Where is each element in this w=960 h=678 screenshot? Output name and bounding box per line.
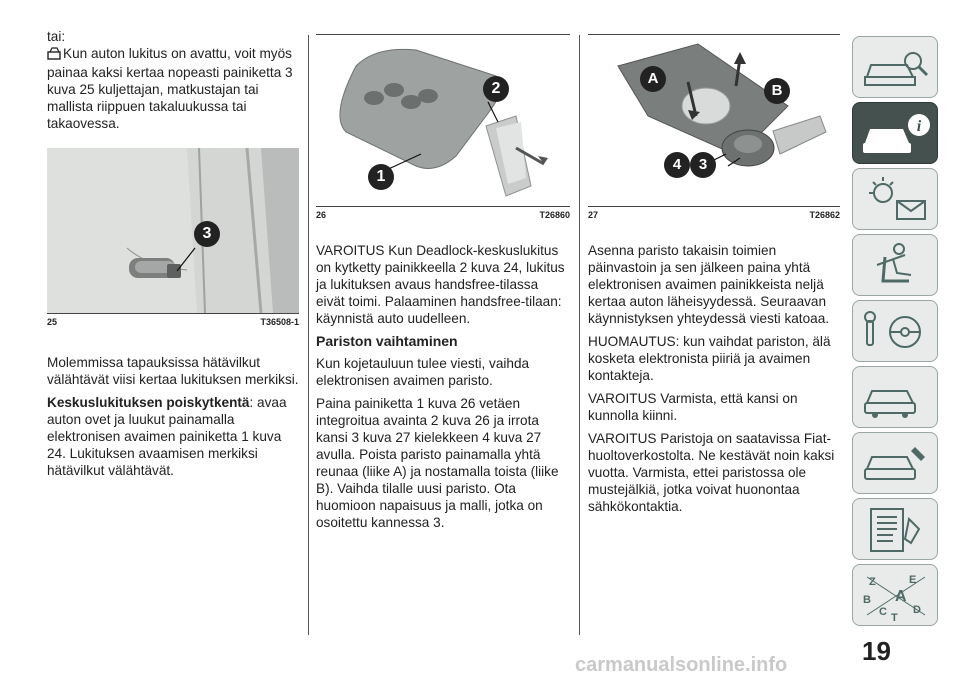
column-divider-2 bbox=[579, 35, 580, 635]
index-letter-e: E bbox=[909, 574, 917, 586]
index-letter-t: T bbox=[891, 612, 898, 624]
figure-25-code: T36508-1 bbox=[260, 317, 299, 327]
tab-warning-lights[interactable] bbox=[852, 168, 938, 230]
callout-3-fig25: 3 bbox=[194, 221, 220, 247]
tab-starting-driving[interactable] bbox=[852, 300, 938, 362]
index-letter-c: C bbox=[879, 606, 887, 618]
column-3 bbox=[588, 242, 840, 521]
callout-4-fig27: 4 bbox=[664, 152, 690, 178]
warning-batteries: VAROITUS Paristoja on saatavissa Fiat-huoltoverkostolta. Ne kestävät noin kaksi vuotta. Varmista, ettei paristossa ole mustejälkiä, jotka voivat huonontaa sähkökontaktia. bbox=[588, 431, 835, 514]
paragraph-battery-steps: Paina painiketta 1 kuva 26 vetäen integroitua avainta 2 kuva 26 ja irrota kansi 3 kuva 27 kielekkeen 4 kuva 27 avulla. Poista paristo painamalla yhtä reunaa (liike A) ja nostamalla toista (liike B). Vaihda tilalle uusi paristo. Ota huomioon napaisuus ja malli, jotka on osoitettu kannessa 3. bbox=[316, 396, 559, 530]
car-info-icon bbox=[853, 103, 939, 165]
top-rule-col2 bbox=[316, 34, 570, 35]
note-do-not-touch: HUOMAUTUS: kun vaihdat pariston, älä kosketa elektronista piiriä ja avaimen kontakteja. bbox=[588, 334, 831, 383]
figure-26-code: T26860 bbox=[539, 210, 570, 220]
car-search-icon bbox=[853, 37, 939, 99]
figure-26-key-fob bbox=[316, 36, 570, 206]
index-letter-b: B bbox=[863, 594, 871, 606]
paragraph-hazard-lights: Molemmissa tapauksissa hätävilkut välähtävät viisi kertaa lukituksen merkiksi. bbox=[47, 355, 299, 387]
figure-25-door-handle bbox=[47, 148, 299, 313]
figure-27-number: 27 bbox=[588, 210, 599, 220]
figure-26-caption bbox=[316, 206, 570, 223]
index-letter-z: Z bbox=[869, 576, 876, 588]
central-lock-off-heading: Keskuslukituksen poiskytkentä bbox=[47, 395, 250, 410]
tab-technical-data[interactable] bbox=[852, 498, 938, 560]
callout-b-fig27: B bbox=[764, 78, 790, 104]
paragraph-central-lock-off bbox=[47, 394, 299, 479]
column-1-lower bbox=[47, 354, 299, 485]
index-letter-d: D bbox=[913, 604, 921, 616]
tab-getting-to-know[interactable] bbox=[852, 102, 938, 164]
paragraph-double-press bbox=[47, 45, 299, 132]
figure-27-code: T26862 bbox=[809, 210, 840, 220]
figure-25-number: 25 bbox=[47, 317, 58, 327]
callout-2-fig26: 2 bbox=[483, 76, 509, 102]
car-wrench-icon bbox=[853, 433, 939, 495]
callout-3-fig27: 3 bbox=[690, 152, 716, 178]
light-message-icon bbox=[853, 169, 939, 231]
figure-27-caption bbox=[588, 206, 840, 223]
figure-26-number: 26 bbox=[316, 210, 327, 220]
warning-cover: VAROITUS Varmista, että kansi on kunnolla kiinni. bbox=[588, 391, 798, 423]
tab-maintenance[interactable] bbox=[852, 432, 938, 494]
heading-battery-replacement: Pariston vaihtaminen bbox=[316, 333, 458, 349]
airbag-seat-icon bbox=[853, 235, 939, 297]
tab-emergency[interactable] bbox=[852, 366, 938, 428]
figure-27-battery bbox=[588, 36, 840, 206]
tab-vehicle-overview[interactable] bbox=[852, 36, 938, 98]
tab-alphabetical-index[interactable] bbox=[852, 564, 938, 626]
callout-1-fig26: 1 bbox=[368, 164, 394, 190]
paragraph-dashboard-message: Kun kojetauluun tulee viesti, vaihda elektronisen avaimen paristo. bbox=[316, 356, 530, 388]
callout-a-fig27: A bbox=[640, 66, 666, 92]
tab-safety[interactable] bbox=[852, 234, 938, 296]
key-steering-wheel-icon bbox=[853, 301, 939, 363]
double-press-text: Kun auton lukitus on avattu, voit myös painaa kaksi kertaa nopeasti painiketta 3 kuva 25 kuljettajan, matkustajan tai mallista riippuen takaluukussa tai takaovessa. bbox=[47, 46, 293, 131]
warning-deadlock: VAROITUS Kun Deadlock-keskuslukitus on kytketty painikkeella 2 kuva 24, lukitus ja lukituksen avaus handsfree-tilassa eivät toimi. Palaaminen handsfree-tilaan: käynnistä auto uudelleen. bbox=[316, 243, 565, 326]
paragraph-reinstall: Asenna paristo takaisin toimien päinvastoin ja sen jälkeen paina yhtä elektronisen avaimen painikkeista neljä kertaa auton läheisyydessä. Seuraavan käynnistyksen yhteydessä viesti katoaa. bbox=[588, 243, 830, 326]
page-number: 19 bbox=[862, 636, 891, 666]
data-sheet-icon bbox=[853, 499, 939, 561]
car-warning-icon bbox=[853, 367, 939, 429]
figure-25-caption bbox=[47, 313, 299, 330]
central-lock-off-text: : avaa auton ovet ja luukut painamalla elektronisen avaimen painiketta 1 kuva 24. Lukituksen avaamisen merkiksi hätävilkut välähtävät. bbox=[47, 395, 287, 478]
column-2 bbox=[316, 242, 570, 537]
car-lock-icon bbox=[47, 47, 61, 64]
intro-tai: tai: bbox=[47, 29, 66, 44]
top-rule-col3 bbox=[588, 34, 840, 35]
column-1 bbox=[47, 28, 299, 138]
column-divider-1 bbox=[308, 35, 309, 635]
watermark-text: carmanualsonline.info bbox=[575, 654, 788, 676]
index-letter-a: A bbox=[895, 588, 907, 605]
alphabet-index-icon bbox=[853, 565, 939, 627]
svg-text:i: i bbox=[916, 118, 922, 135]
